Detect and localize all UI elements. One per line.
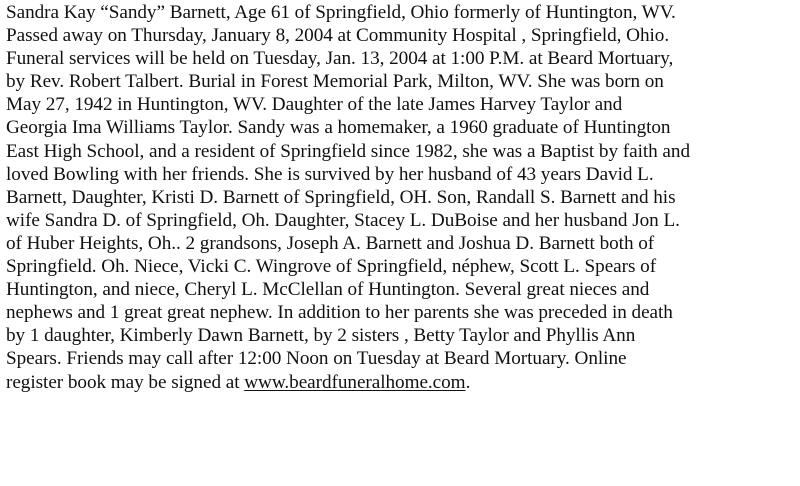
obituary-line-9: Barnett, Daughter, Kristi D. Barnett of Springfield, OH. Son, Randall S. Barnett and his [6, 186, 676, 208]
obituary-line-7: East High School, and a resident of Springfield since 1982, she was a Baptist by faith and [6, 140, 690, 162]
obituary-line-16: Spears. Friends may call after 12:00 Noon on Tuesday at Beard Mortuary. Online [6, 348, 627, 370]
obituary-line-10: wife Sandra D. of Springfield, Oh. Daughter, Stacey L. DuBoise and her husband Jon L. [6, 209, 680, 231]
obituary-line-15: by 1 daughter, Kimberly Dawn Barnett, by 2 sisters , Betty Taylor and Phyllis Ann [6, 325, 636, 347]
obituary-line-5: May 27, 1942 in Huntington, WV. Daughter of the late James Harvey Taylor and [6, 94, 623, 116]
obituary-text [6, 1, 800, 394]
obituary-line-17 [6, 371, 800, 394]
obituary-line-4: by Rev. Robert Talbert. Burial in Forest Memorial Park, Milton, WV. She was born on [6, 71, 664, 93]
register-book-text: register book may be signed at [6, 371, 245, 393]
obituary-line-1: Sandra Kay “Sandy” Barnett, Age 61 of Springfield, Ohio formerly of Huntington, WV. [6, 2, 676, 23]
obituary-line-13: Huntington, and niece, Cheryl L. McClellan of Huntington. Several great nieces and [6, 279, 650, 301]
obituary-line-3: Funeral services will be held on Tuesday, Jan. 13, 2004 at 1:00 P.M. at Beard Mortuary, [6, 48, 674, 70]
funeral-home-link[interactable]: www.beardfuneralhome.com [244, 371, 466, 393]
obituary-line-11: of Huber Heights, Oh.. 2 grandsons, Joseph A. Barnett and Joshua D. Barnett both of [6, 232, 655, 254]
obituary-line-2: Passed away on Thursday, January 8, 2004 at Community Hospital , Springfield, Ohio. [6, 25, 670, 47]
obituary-line-14: nephews and 1 great great nephew. In addition to her parents she was preceded in death [6, 302, 673, 324]
obituary-line-12: Springfield. Oh. Niece, Vicki C. Wingrove of Springfield, néphew, Scott L. Spears of [6, 256, 657, 278]
obituary-line-8: loved Bowling with her friends. She is survived by her husband of 43 years David L. [6, 163, 654, 185]
closing-period: . [465, 371, 471, 393]
obituary-line-6: Georgia Ima Williams Taylor. Sandy was a homemaker, a 1960 graduate of Huntington [6, 117, 671, 139]
